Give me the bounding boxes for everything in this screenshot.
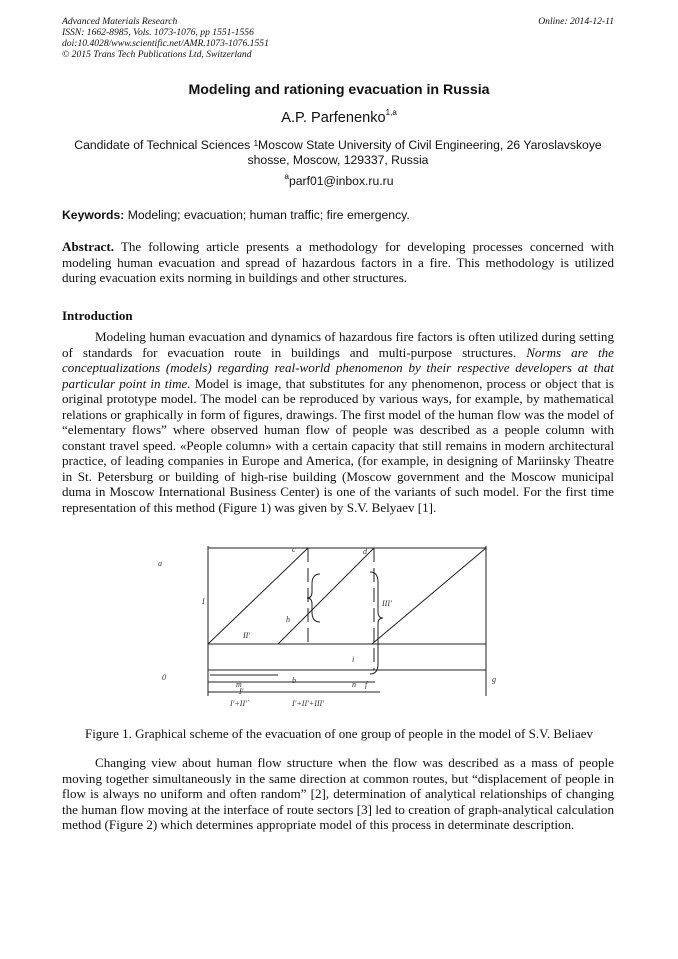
- issn: ISSN: 1662-8985, Vols. 1073-1076, pp 1551-1556: [62, 27, 254, 38]
- label-Ip: I': [239, 687, 244, 696]
- section-heading-introduction: Introduction: [62, 308, 133, 323]
- label-b: b: [292, 676, 296, 685]
- label-II: II': [243, 631, 251, 640]
- label-m: m: [236, 680, 242, 689]
- email-address[interactable]: parf01@inbox.ru.ru: [288, 174, 394, 188]
- author: [0, 110, 678, 126]
- journal-name: Advanced Materials Research: [62, 16, 178, 27]
- label-h: h: [286, 615, 290, 624]
- label-n: n: [352, 680, 356, 689]
- intro-italic: Norms are the conceptualizations (models) regarding real-world phenomenon by their respective developers at that particular point in time.: [62, 344, 614, 391]
- author-sup: 1,a: [385, 108, 397, 117]
- journal-header: [62, 16, 614, 60]
- label-a: a: [158, 559, 162, 568]
- paper-title: Modeling and rationing evacuation in Russia: [188, 82, 490, 98]
- abstract-text: The following article presents a methodology for developing processes concerned with modeling human evacuation and spread of hazardous factors in a fire. This methodology is utilized during evacuation exits norming in buildings and other structures.: [62, 239, 614, 285]
- label-i: i: [352, 655, 355, 664]
- diag-line-3: [372, 548, 486, 644]
- figure-1: [150, 542, 510, 717]
- figure-caption: Figure 1. Graphical scheme of the evacuation of one group of people in the model of S.V. Beliaev: [84, 726, 594, 741]
- affiliation-sup: 1: [253, 139, 259, 148]
- email: [0, 174, 678, 188]
- intro-text-1: Modeling human evacuation and dynamics of hazardous fire factors is often utilized during setting of standards for evacuation route in buildings and multi-purpose structures.: [62, 329, 614, 360]
- label-III: III': [382, 599, 392, 608]
- keywords-label: Keywords:: [62, 208, 125, 222]
- body-paragraph: Changing view about human flow structure when the flow was described as a mass of people moving together simultaneously in the same direction at common routes, but “displacement of people in flow is always no uniform and often random” [2], determination of analytical relationships of changing the human flow moving at the interface of route sectors [3] led to creation of graph-analytical calculation method (Figure 2) which determines appropriate model of this process in determinate description.: [62, 755, 614, 832]
- abstract: [62, 239, 614, 286]
- label-I: I: [202, 597, 205, 606]
- label-o: 0: [162, 673, 166, 682]
- label-sum2: I'+II'+III': [292, 699, 324, 708]
- keywords: [62, 208, 614, 222]
- doi: doi:10.4028/www.scientific.net/AMR.1073-1076.1551: [62, 38, 269, 49]
- brace-right: [370, 572, 383, 674]
- affiliation-prefix: Candidate of Technical Sciences: [74, 138, 254, 152]
- label-g: g: [492, 675, 496, 684]
- author-name: A.P. Parfenenko: [281, 110, 386, 126]
- brace-left: [307, 574, 320, 622]
- intro-text-2: Model is image, that substitutes for any phenomenon, process or object that is original prototype model. The model can be reproduced by various ways, for example, by mathematical relations or graphically in form of figures, drawings. The first model of the human flow was the model of “elementary flows” where observed human flow of people was described as a people column with constant travel speed. «People column» with a certain capacity that still remains in modern architectural practice, of leading companies in Europe and America, (for example, in designing of Mariinsky Theatre in St. Petersburg or building of high-rise building (Moscow government and the Moscow municipal duma in Moscow International Business Center) is one of the variants of such model. For the first time representation of this method (Figure 1) was given by S.V. Belyaev [1].: [62, 375, 614, 515]
- copyright: © 2015 Trans Tech Publications Ltd, Switzerland: [62, 49, 252, 60]
- label-c: c: [292, 545, 296, 554]
- affiliation: [62, 138, 614, 168]
- intro-paragraph: [62, 329, 614, 515]
- affiliation-text: Moscow State University of Civil Engineering, 26 Yaroslavskoye shosse, Moscow, 129337, Russia: [247, 138, 602, 167]
- abstract-label: Abstract.: [62, 239, 114, 254]
- online-date: Online: 2014-12-11: [538, 16, 614, 27]
- label-sum1: I'+II'`: [230, 699, 250, 708]
- label-f: f: [365, 680, 368, 689]
- label-d: d: [363, 547, 367, 556]
- email-sup: a: [284, 172, 289, 181]
- keywords-text: Modeling; evacuation; human traffic; fire emergency.: [124, 208, 410, 222]
